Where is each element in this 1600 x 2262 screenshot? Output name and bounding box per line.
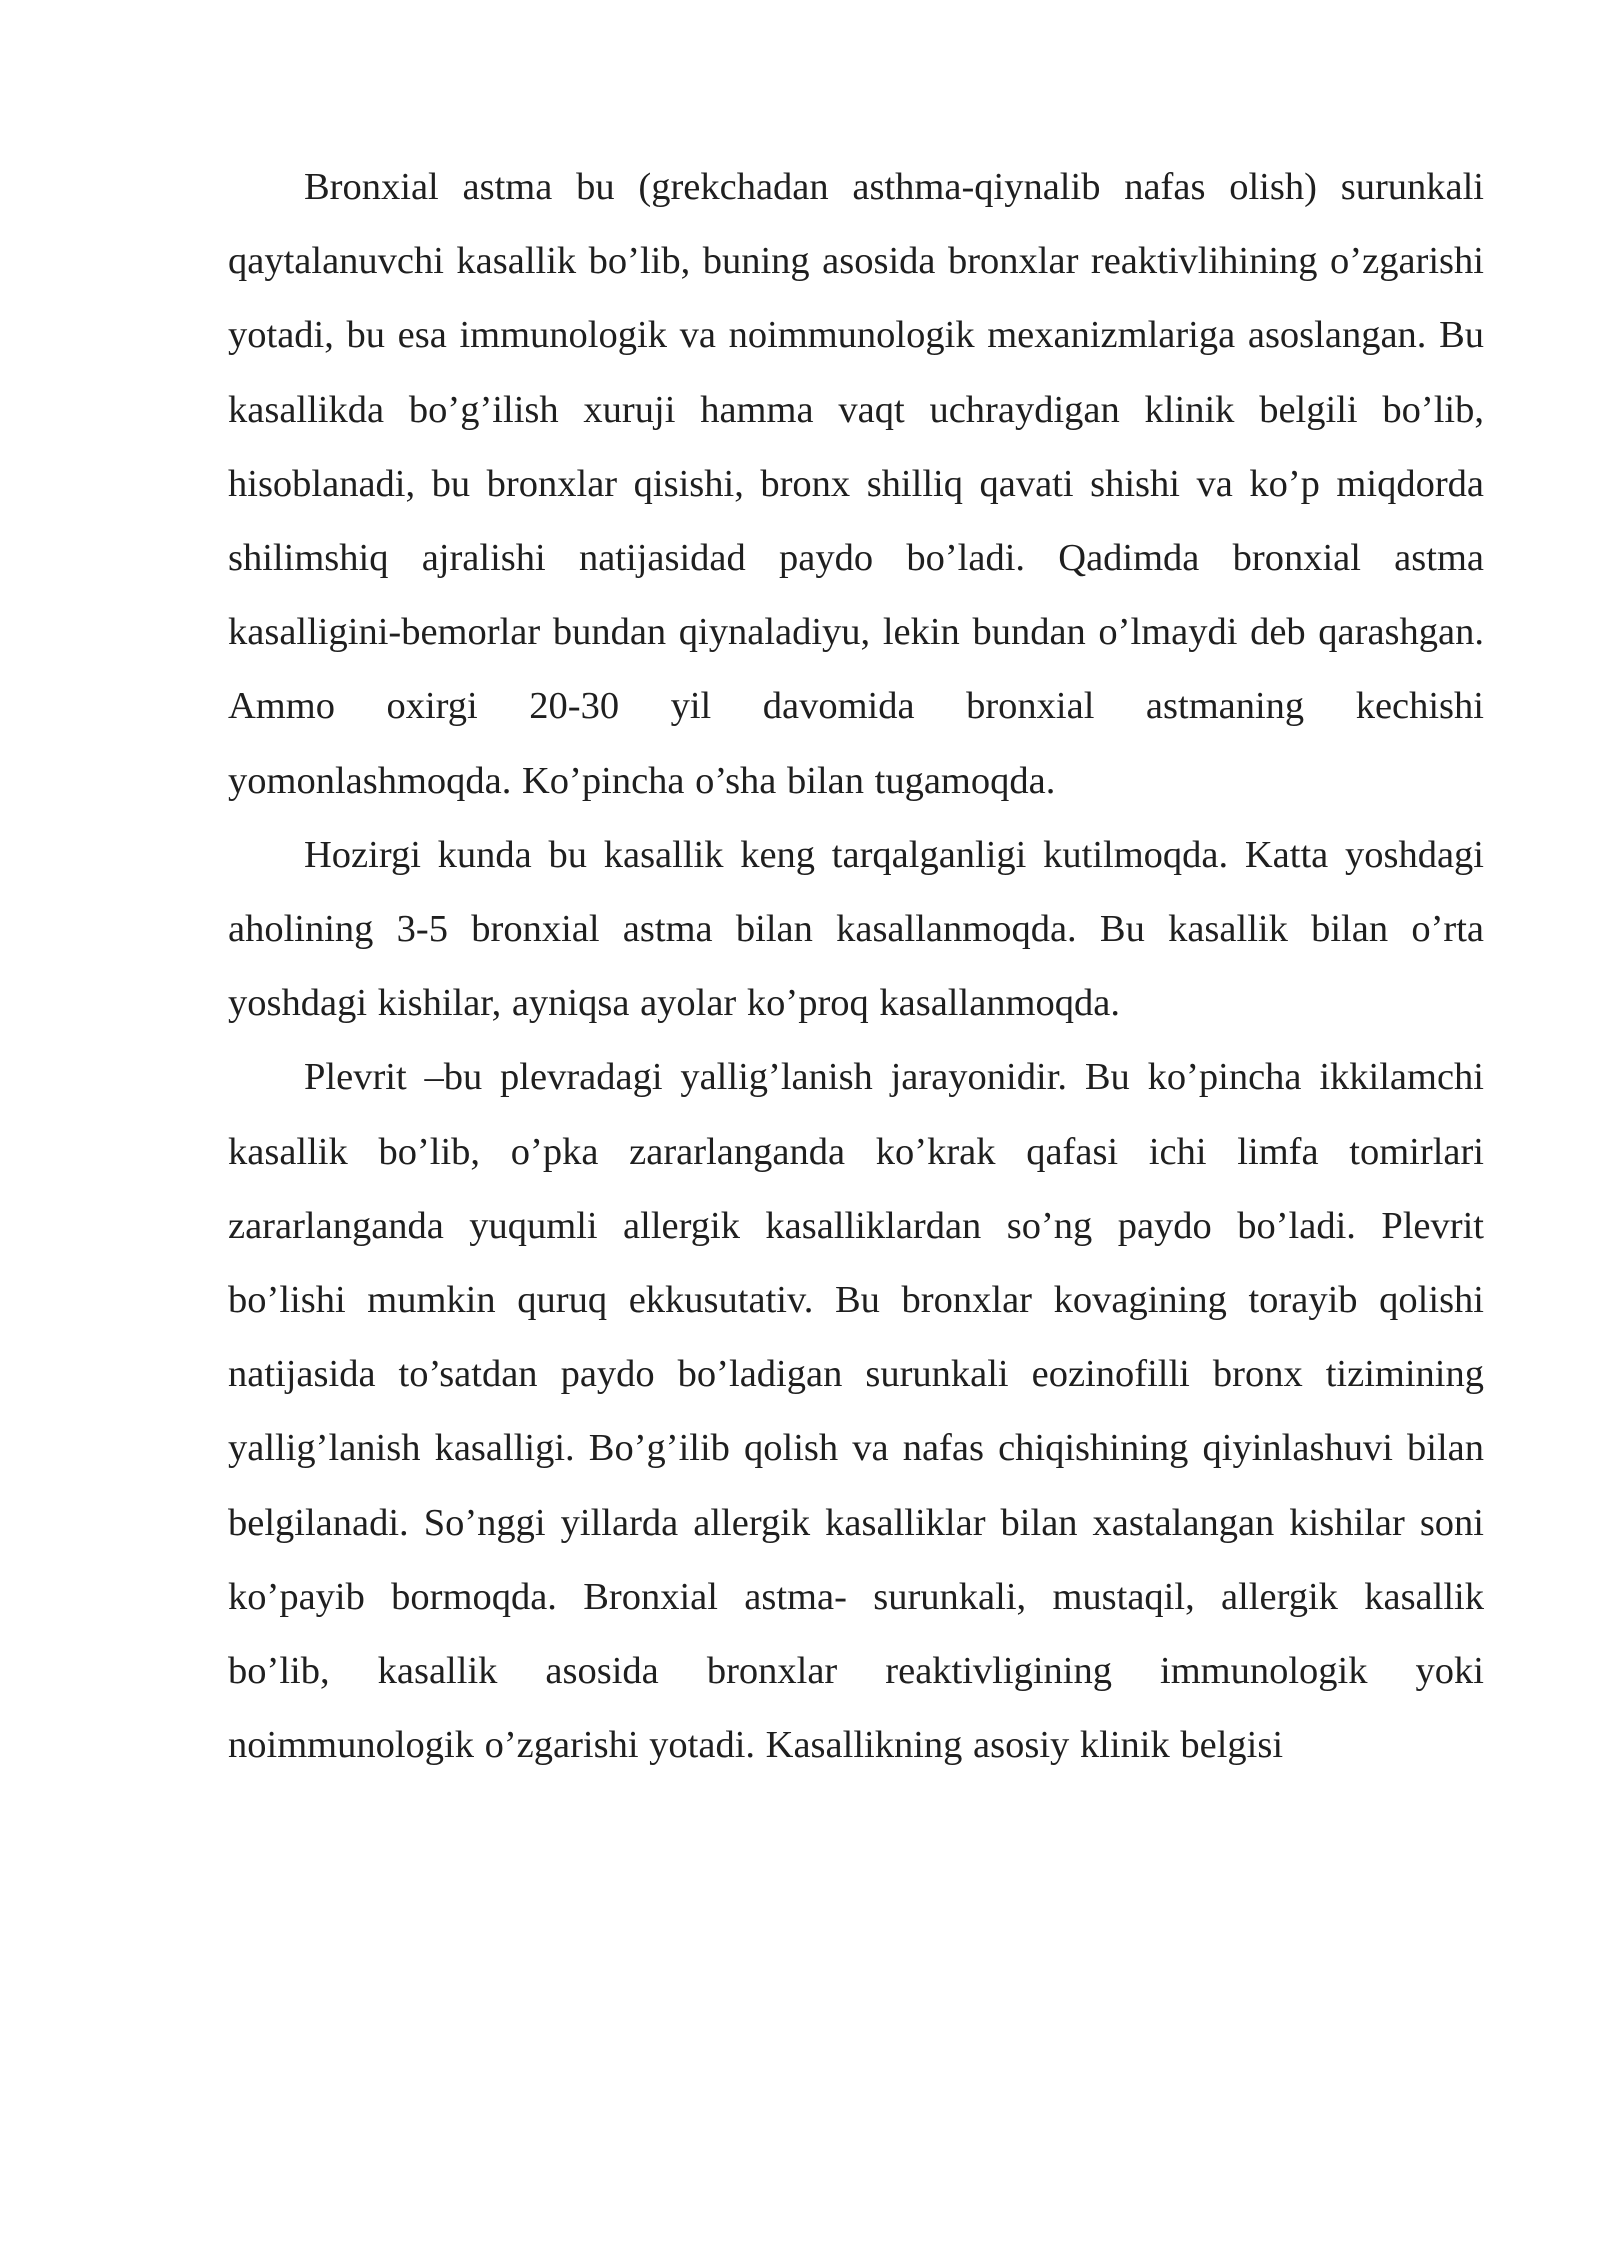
paragraph-pleurisy: Plevrit –bu plevradagi yallig’lanish jarayonidir. Bu ko’pincha ikkilamchi kasallik bo’lib, o’pka zararlanganda ko’krak qafasi ichi limfa tomirlari zararlanganda yuqumli allergik kasalliklardan so’ng paydo bo’ladi. Plevrit bo’lishi mumkin quruq ekkusutativ. Bu bronxlar kovagining torayib qolishi natijasida to’satdan paydo bo’ladigan surunkali eozinofilli bronx tizimining yallig’lanish kasalligi. Bo’g’ilib qolish va nafas chiqishining qiyinlashuvi bilan belgilanadi. So’nggi yillarda allergik kasalliklar bilan xastalangan kishilar soni ko’payib bormoqda. Bronxial astma- surunkali, mustaqil, allergik kasallik bo’lib, kasallik asosida bronxlar reaktivligining immunologik yoki noimmunologik o’zgarishi yotadi. Kasallikning asosiy klinik belgisi bbox=[228, 1056, 1484, 1767]
paragraph-bronchial-asthma: Bronxial astma bu (grekchadan asthma-qiynalib nafas olish) surunkali qaytalanuvchi kasallik bo’lib, buning asosida bronxlar reaktivlihining o’zgarishi yotadi, bu esa immunologik va noimmunologik mexanizmlariga asoslangan. Bu kasallikda bo’g’ilish xuruji hamma vaqt uchraydigan klinik belgili bo’lib, hisoblanadi, bu bronxlar qisishi, bronx shilliq qavati shishi va ko’p miqdorda shilimshiq ajralishi natijasidad paydo bo’ladi. Qadimda bronxial astma kasalligini-bemorlar bundan qiynaladiyu, lekin bundan o’lmaydi deb qarashgan. Ammo oxirgi 20-30 yil davomida bronxial astmaning kechishi yomonlashmoqda. Ko’pincha o’sha bilan tugamoqda. bbox=[228, 166, 1484, 802]
document-body bbox=[228, 150, 1484, 1782]
paragraph-prevalence: Hozirgi kunda bu kasallik keng tarqalganligi kutilmoqda. Katta yoshdagi aholining 3-5 bronxial astma bilan kasallanmoqda. Bu kasallik bilan o’rta yoshdagi kishilar, ayniqsa ayolar ko’proq kasallanmoqda. bbox=[228, 833, 1484, 1025]
